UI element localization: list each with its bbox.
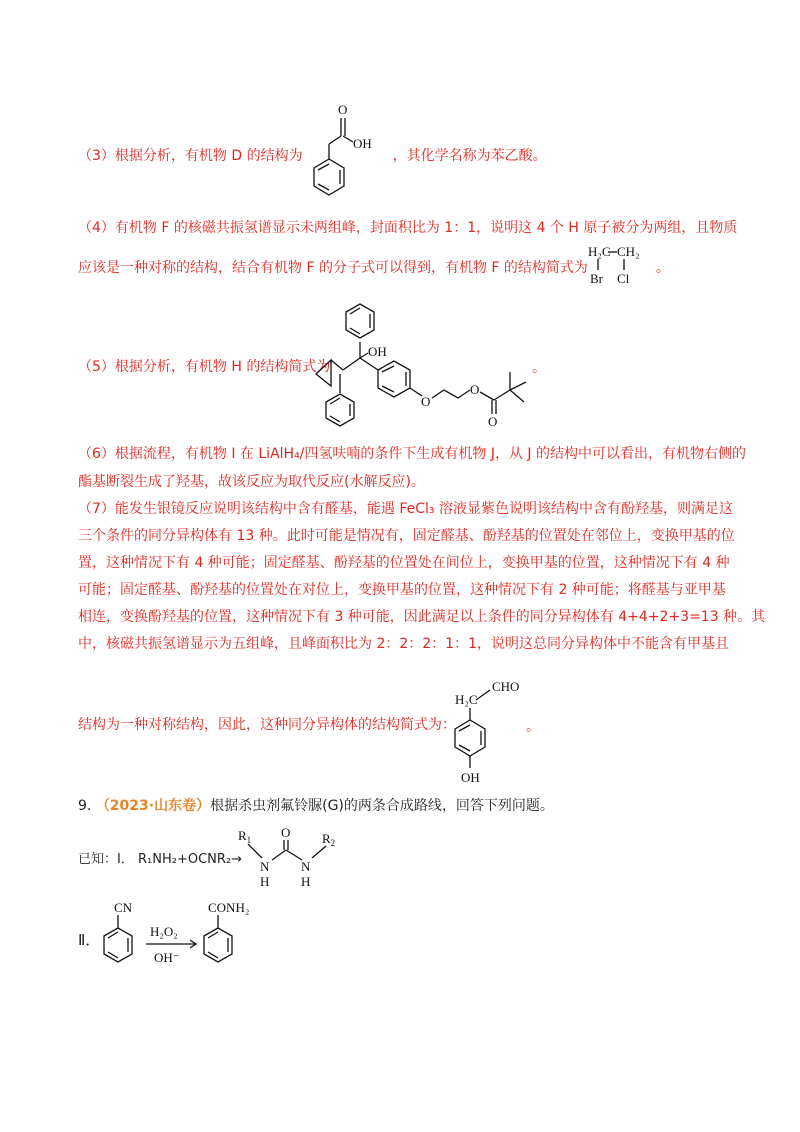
cho-label: CHO [492,679,520,694]
r1-label: $R_1$ [238,828,252,845]
h1-label: H [260,874,270,889]
q4-line-2 [78,258,670,278]
q3-text-before: （3）根据分析，有机物 D 的结构为 [78,148,303,164]
urea-o-label: O [281,825,291,840]
q4-line-2-text: 应该是一种对称的结构，结合有机物 F 的分子式可以得到，有机物 F 的结构简式为 [78,260,588,276]
q3-text-after: ，其化学名称为苯乙酸。 [392,148,547,164]
q7-line-1: （7）能发生银镜反应说明该结构中含有醛基，能遇 FeCl₃ 溶液显紫色说明该结构中含有酚羟基，则满足这 [78,501,733,517]
q7-end: 。 [526,719,540,735]
q7-line-5: 相连，变换酚羟基的位置，这种情况下有 3 种可能，因此满足以上条件的同分异构体有 4+4+2+3=13 种。其 [78,609,766,625]
o-label: O [338,102,348,117]
q7-line-4: 可能；固定醛基、酚羟基的位置处在对位上，变换甲基的位置，这种情况下有 2 种可能；将醛基与亚甲基 [78,582,726,598]
known-reaction-i: R₁NH₂+OCNR₂→ [137,852,243,867]
conh2-label: CONH₂ [208,900,250,915]
q6-line-1: （6）根据流程，有机物 I 在 LiAlH₄/四氢呋喃的条件下生成有机物 J，从 J 的结构中可以看出，有机物右侧的 [78,446,747,462]
ch2-label: CH₂ [617,244,640,259]
br-label: Br [590,271,603,286]
q7-line-6: 中，核磁共振氢谱显示为五组峰，且峰面积比为 2：2：2：1：1，说明这总同分异构体中不能含有甲基且 [78,636,729,652]
phenylacetic-acid-structure [285,98,375,208]
q7-line-2: 三个条件的同分异构体有 13 种。此时可能是情况有，固定醛基、酚羟基的位置处在邻位上，变换甲基的位 [78,528,735,544]
known-label: 已知：Ⅰ． [78,852,134,867]
oh-minus-label: OH⁻ [154,950,180,965]
dibromochloroethane-structure [586,242,646,287]
q7-line-3: 置，这种情况下有 4 种可能；固定醛基、酚羟基的位置处在间位上，变换甲基的位置，这种情况下有 4 种 [78,555,730,571]
n1-label: N [260,859,270,874]
n2-label: N [301,859,311,874]
h2c-label: H₂C [588,244,611,259]
q5-line [78,357,330,377]
cl-label: Cl [617,271,630,286]
q9-text: 根据杀虫剂氟铃脲(G)的两条合成路线，回答下列问题。 [210,798,554,814]
q7-h2c-label: H₂C [455,692,478,707]
q9-line [78,796,554,816]
cn-label: CN [114,900,133,915]
oh-label: OH [353,136,372,151]
ester-o-label: O [470,382,480,397]
known-ii-label: Ⅱ． [78,931,101,949]
h2-label: H [301,874,311,889]
reaction-ii-structure [96,898,296,978]
r2-label: $R_2$ [322,831,336,848]
carbonyl-o-label: O [488,414,498,429]
q7-oh-label: OH [461,770,480,785]
h2o2-label: H₂O₂ [150,924,178,939]
urea-structure [232,826,362,892]
q9-source: （2023·山东卷） [95,798,211,814]
q4-line-1: （4）有机物 F 的核磁共振氢谱显示未两组峰，封面积比为 1：1，说明这 4 个 H 原子被分为两组，且物质 [78,220,738,236]
q7-line-7: 结构为一种对称结构，因此，这种同分异构体的结构简式为： [78,717,456,733]
h-oh-label: OH [368,344,387,359]
q5-end: 。 [532,360,546,376]
q5-text: （5）根据分析，有机物 H 的结构简式为 [78,359,331,375]
compound-h-structure [298,298,548,448]
ether-o-label: O [421,394,431,409]
hydroxyphenylacetaldehyde-structure [445,676,565,796]
q4-end: 。 [655,260,670,276]
q6-line-2: 酯基断裂生成了羟基，故该反应为取代反应(水解反应)。 [78,474,425,490]
q9-number: 9. [78,798,92,814]
known-line [78,850,242,870]
